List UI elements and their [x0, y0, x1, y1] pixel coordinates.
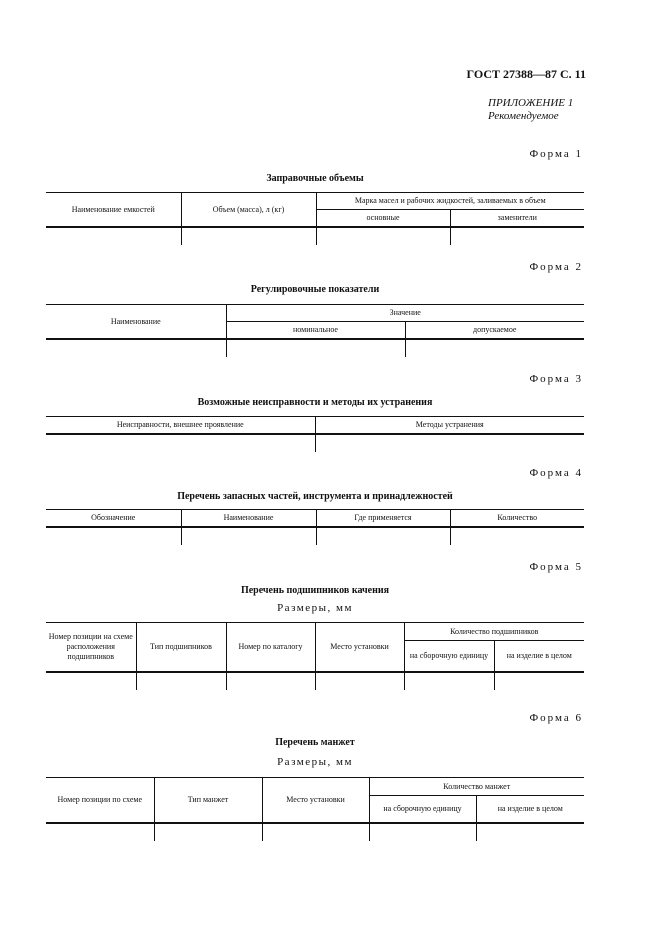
form6-label: Форма 6: [529, 712, 583, 724]
form3-title: Возможные неисправности и методы их устранения: [197, 397, 433, 408]
form4-table: [46, 509, 584, 545]
appendix-label: ПРИЛОЖЕНИЕ 1: [488, 97, 574, 109]
form2-col-value-group: Значение: [226, 305, 584, 322]
form6-col-type: Тип манжет: [154, 778, 262, 824]
table-row: [46, 434, 584, 452]
form4-col-quantity: Количество: [450, 510, 584, 528]
form6-table: [46, 777, 584, 841]
form4-col-name: Наименование: [181, 510, 316, 528]
form6-col-assembly: на сборочную единицу: [369, 796, 476, 824]
form6-title: Перечень манжет: [275, 737, 355, 748]
form2-col-nominal: номинальное: [226, 321, 405, 339]
form3-col-faults: Неисправности, внешнее проявление: [46, 417, 315, 435]
form1-table: [46, 192, 584, 245]
form6-col-qty-group: Количество манжет: [369, 778, 584, 796]
form6-subtitle: Размеры, мм: [277, 756, 353, 768]
table-row: [46, 227, 584, 245]
table-row: [46, 339, 584, 357]
form1-col-container: Наименование емкостей: [46, 193, 181, 228]
form1-col-volume: Объем (масса), л (кг): [181, 193, 316, 228]
form3-table: [46, 416, 584, 452]
form5-col-product: на изделие в целом: [494, 641, 584, 673]
form6-col-product: на изделие в целом: [476, 796, 584, 824]
form4-title: Перечень запасных частей, инструмента и принадлежностей: [177, 491, 453, 502]
form5-label: Форма 5: [529, 561, 583, 573]
form6-col-position: Номер позиции по схеме: [46, 778, 154, 824]
form5-col-catalog: Номер по каталогу: [226, 623, 315, 673]
form1-title: Заправочные объемы: [266, 173, 364, 184]
form5-col-qty-group: Количество подшипников: [404, 623, 584, 641]
form5-col-assembly: на сборочную единицу: [404, 641, 494, 673]
table-row: [46, 527, 584, 545]
form5-subtitle: Размеры, мм: [277, 602, 353, 614]
form5-col-type: Тип подшипников: [136, 623, 226, 673]
document-header: ГОСТ 27388—87 С. 11: [466, 67, 586, 81]
table-row: [46, 672, 584, 690]
form6-col-location: Место установки: [262, 778, 369, 824]
table-row: [46, 823, 584, 841]
form1-col-main: основные: [316, 209, 450, 227]
form5-col-position: Номер позиции на схеме расположения подшипников: [46, 623, 136, 673]
form3-col-methods: Методы устранения: [315, 417, 584, 435]
form2-col-allowed: допускаемое: [405, 321, 584, 339]
form1-col-substitutes: заменители: [450, 209, 584, 227]
form1-col-brand-group: Марка масел и рабочих жидкостей, заливаемых в объем: [316, 193, 584, 210]
form2-label: Форма 2: [529, 261, 583, 273]
form5-col-location: Место установки: [315, 623, 404, 673]
form2-table: [46, 304, 584, 357]
form5-title: Перечень подшипников качения: [240, 585, 390, 596]
form2-col-name: Наименование: [46, 305, 226, 340]
form4-label: Форма 4: [529, 467, 583, 479]
recommended-label: Рекомендуемое: [488, 110, 559, 122]
form1-label: Форма 1: [529, 148, 583, 160]
appendix-block: [488, 97, 573, 123]
form4-col-designation: Обозначение: [46, 510, 181, 528]
form4-col-where: Где применяется: [316, 510, 450, 528]
form3-label: Форма 3: [529, 373, 583, 385]
form5-table: [46, 622, 584, 690]
form2-title: Регулировочные показатели: [250, 284, 380, 295]
